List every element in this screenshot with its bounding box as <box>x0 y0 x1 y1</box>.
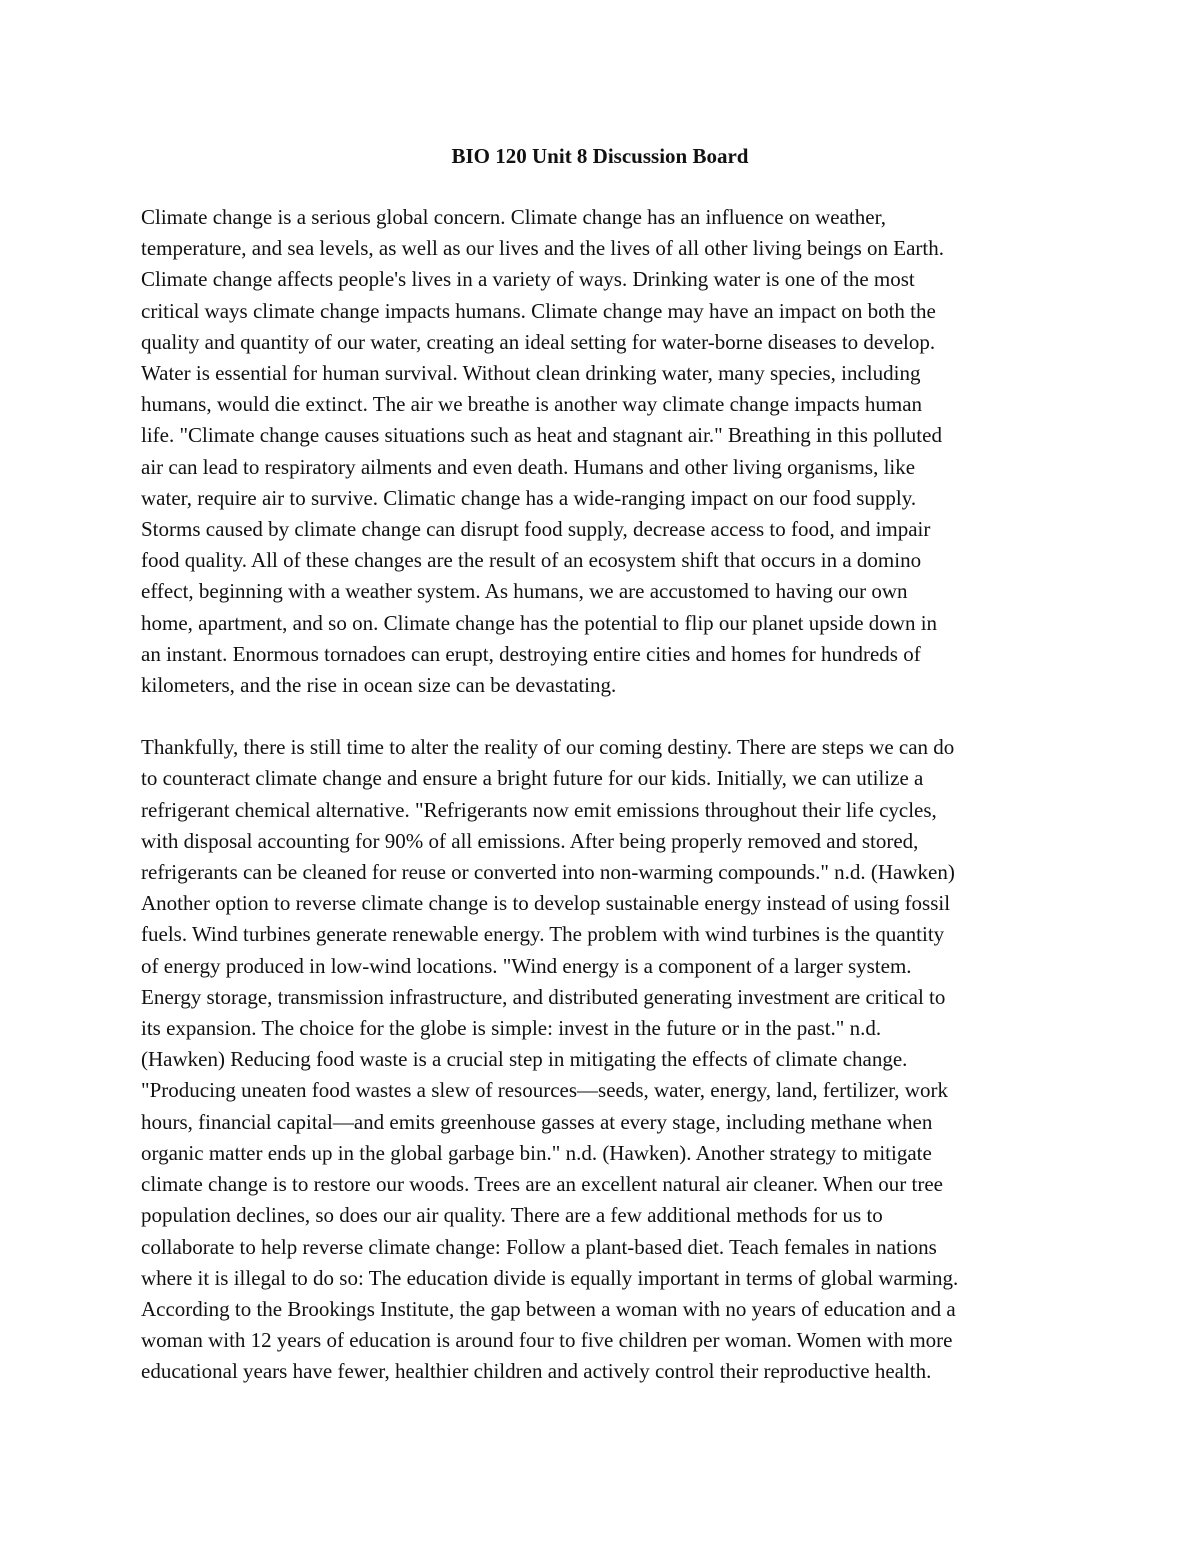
text-line: humans, would die extinct. The air we breathe is another way climate change impacts human <box>141 392 923 417</box>
text-line: woman with 12 years of education is around four to five children per woman. Women with more <box>141 1328 953 1353</box>
document-title: BIO 120 Unit 8 Discussion Board <box>451 144 749 168</box>
text-line: population declines, so does our air quality. There are a few additional methods for us to <box>141 1203 883 1228</box>
text-line: air can lead to respiratory ailments and even death. Humans and other living organisms, like <box>141 454 916 479</box>
text-line: kilometers, and the rise in ocean size can be devastating. <box>141 673 617 698</box>
text-line: Climate change is a serious global concern. Climate change has an influence on weather, <box>141 205 886 229</box>
text-line: an instant. Enormous tornadoes can erupt, destroying entire cities and homes for hundreds of <box>141 641 921 666</box>
text-line: with disposal accounting for 90% of all emissions. After being properly removed and stored, <box>141 828 919 853</box>
text-line: climate change is to restore our woods. Trees are an excellent natural air cleaner. When our tree <box>141 1172 943 1197</box>
text-line: educational years have fewer, healthier children and actively control their reproductive health. <box>141 1359 932 1384</box>
text-line: collaborate to help reverse climate change: Follow a plant-based diet. Teach females in nations <box>141 1234 937 1259</box>
text-line: of energy produced in low-wind locations. "Wind energy is a component of a larger system. <box>141 953 912 978</box>
text-line: Energy storage, transmission infrastructure, and distributed generating investment are critical to <box>141 984 946 1009</box>
text-line: Climate change affects people's lives in a variety of ways. Drinking water is one of the most <box>141 267 915 292</box>
text-line: to counteract climate change and ensure a bright future for our kids. Initially, we can utilize a <box>141 766 924 791</box>
text-line: life. "Climate change causes situations such as heat and stagnant air." Breathing in this polluted <box>141 423 942 448</box>
text-line: water, require air to survive. Climatic change has a wide-ranging impact on our food supply. <box>141 485 917 510</box>
paragraph-2 <box>141 732 1061 1387</box>
text-line: where it is illegal to do so: The education divide is equally important in terms of global warming. <box>141 1265 959 1290</box>
text-line: temperature, and sea levels, as well as our lives and the lives of all other living beings on Earth. <box>141 236 945 261</box>
text-line: Thankfully, there is still time to alter the reality of our coming destiny. There are steps we can do <box>141 735 955 760</box>
text-line: food quality. All of these changes are the result of an ecosystem shift that occurs in a domino <box>141 548 922 573</box>
text-line: organic matter ends up in the global garbage bin." n.d. (Hawken). Another strategy to mitigate <box>141 1140 932 1165</box>
text-line: "Producing uneaten food wastes a slew of resources—seeds, water, energy, land, fertilizer, work <box>141 1078 948 1103</box>
text-line: quality and quantity of our water, creating an ideal setting for water-borne diseases to develop. <box>141 329 936 354</box>
text-line: Storms caused by climate change can disrupt food supply, decrease access to food, and impair <box>141 517 931 542</box>
text-line: refrigerants can be cleaned for reuse or converted into non-warming compounds." n.d. (Hawken) <box>141 860 955 885</box>
text-line: effect, beginning with a weather system. As humans, we are accustomed to having our own <box>141 579 908 604</box>
paragraph-1 <box>141 202 1061 701</box>
text-line: According to the Brookings Institute, the gap between a woman with no years of education and a <box>141 1296 956 1321</box>
text-line: its expansion. The choice for the globe is simple: invest in the future or in the past." n.d. <box>141 1016 882 1041</box>
document-body <box>141 202 1061 1419</box>
text-line: Water is essential for human survival. Without clean drinking water, many species, including <box>141 361 921 386</box>
text-line: critical ways climate change impacts humans. Climate change may have an impact on both the <box>141 298 936 323</box>
text-line: fuels. Wind turbines generate renewable energy. The problem with wind turbines is the quantity <box>141 922 945 947</box>
text-line: (Hawken) Reducing food waste is a crucial step in mitigating the effects of climate change. <box>141 1047 908 1072</box>
text-line: refrigerant chemical alternative. "Refrigerants now emit emissions throughout their life cycles, <box>141 797 937 822</box>
text-line: home, apartment, and so on. Climate change has the potential to flip our planet upside down in <box>141 610 938 635</box>
text-line: hours, financial capital—and emits greenhouse gasses at every stage, including methane when <box>141 1109 933 1134</box>
text-line: Another option to reverse climate change is to develop sustainable energy instead of using fossil <box>141 891 951 916</box>
